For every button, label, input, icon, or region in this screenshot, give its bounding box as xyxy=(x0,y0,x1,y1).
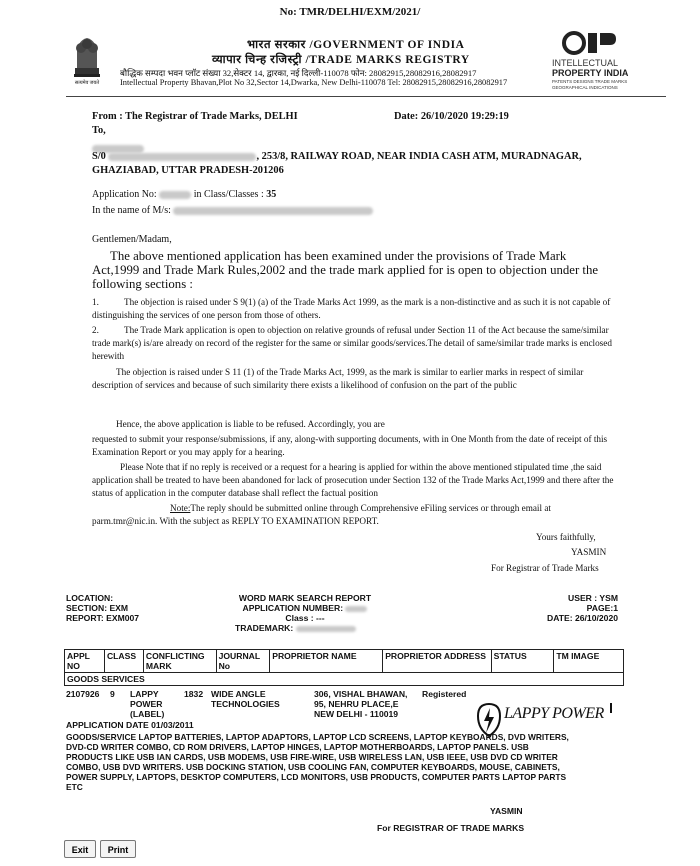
application-line xyxy=(92,189,276,200)
trademark-line xyxy=(225,623,385,633)
reference-number: No: TMR/DELHI/EXM/2021/ xyxy=(279,6,421,18)
address-text-1: , 253/8, RAILWAY ROAD, NEAR INDIA CASH ATM, MURADNAGAR, xyxy=(256,151,582,162)
row-class: 9 xyxy=(110,689,115,699)
address-line-1 xyxy=(92,150,612,164)
objection-3: The objection is raised under S 11 (1) of the Trade Marks Act, 1999, as the mark is similar to earlier marks in respect of similar description of services and because of such similarity there exists a likelihood of confusion on the part of the public xyxy=(92,367,584,390)
redacted-guardian xyxy=(108,153,256,161)
tm-image-text: LAPPY POWER xyxy=(504,705,604,722)
emblem-caption: सत्यमेव जयते xyxy=(74,81,100,86)
applicant-line xyxy=(92,205,373,216)
addr-line-3: NEW DELHI - 110019 xyxy=(314,709,399,719)
redacted-report-app-no xyxy=(345,606,367,612)
col-proprietor-name: PROPRIETOR NAME xyxy=(270,650,383,673)
report-signatory-title: For REGISTRAR OF TRADE MARKS xyxy=(377,823,525,833)
logo-line-4: GEOGRAPHICAL INDICATIONS xyxy=(552,85,618,90)
redacted-trademark xyxy=(296,626,356,632)
goods-services-text: GOODS/SERVICE LAPTOP BATTERIES, LAPTOP ADAPTORS, LAPTOP LCD SCREENS, LAPTOP KEYBOARDS, DVD WRITERS, DVD-CD WRITER COMBO, CD ROM DRIVERS, LAPTOP HINGES, LAPTOP MOTHERBOARDS, LAPTOP PANELS. USB PRODUCTS LIKE USB IAN CARDS, USB MODEMS, USB FIRE-WIRE, USB WIRELESS LAN, USB IEEE, USB DVD CD WRITER COMBO, USB DVD WRITERS. USB DOCKING STATION, USB COOLING FAN, COMPUTER KEYBOARDS, MOUSE, CABINETS, POWER SUPPLY, LAPTOPS, DESKTOP COMPUTERS, LCD MONITORS, USB PRODUCTS, COMPUTER PARTS LAPTOP PARTS ETC xyxy=(66,732,569,792)
so-prefix: S/0 xyxy=(92,151,106,162)
row-status: Registered xyxy=(422,689,467,699)
row-proprietor-name xyxy=(211,689,280,709)
email-note xyxy=(92,502,616,528)
request-paragraph: requested to submit your response/submissions, if any, along-with supporting documents, with in One Month from the date of receipt of this Examination Report or you may apply for a hearing. xyxy=(92,434,608,457)
header-divider xyxy=(66,96,666,97)
goods-services-header: GOODS SERVICES xyxy=(65,673,624,686)
report-id: REPORT: EXM007 xyxy=(66,613,140,623)
report-signatory: YASMIN xyxy=(490,806,523,816)
col-tm-image: TM IMAGE xyxy=(554,650,624,673)
class-label: in Class/Classes : xyxy=(193,189,264,200)
ip-india-logo xyxy=(552,30,660,92)
location-label: LOCATION: xyxy=(66,593,114,603)
mark-line-2: POWER xyxy=(130,699,163,709)
logo-line-1: INTELLECTUAL xyxy=(552,58,619,68)
row-journal: 1832 xyxy=(184,689,204,699)
note-label: Note: xyxy=(170,503,191,513)
trademark-label: TRADEMARK: xyxy=(235,623,294,633)
report-meta-right xyxy=(456,593,618,623)
page-label: PAGE:1 xyxy=(586,603,618,613)
class-value: 35 xyxy=(266,189,277,200)
application-date: APPLICATION DATE 01/03/2011 xyxy=(66,720,194,730)
col-journal: JOURNAL No xyxy=(216,650,270,673)
objection-2: The Trade Mark application is open to objection on relative grounds of refusal under Section 11 of the Act because the same/similar trade mark(s) is/are already on record of the register for the same or similar goods/services.The detail of same/similar trade marks is enclosed herewith xyxy=(92,325,612,361)
col-proprietor-address: PROPRIETOR ADDRESS xyxy=(383,650,491,673)
hindi-address: बौद्धिक सम्पदा भवन प्लॉट संख्या 32,सेक्टर 14, द्वारका, नई दिल्ली-110078 फोन: 28082915,28082916,28082917 xyxy=(120,68,477,78)
app-number-line xyxy=(225,603,385,613)
user-label: USER : YSM xyxy=(568,593,618,603)
row-proprietor-address xyxy=(314,689,407,719)
logo-line-3: PATENTS DESIGNS TRADE MARKS xyxy=(552,79,628,84)
mark-line-3: (LABEL) xyxy=(130,709,165,719)
registry-title: व्यापार चिन्ह रजिस्ट्री /TRADE MARKS REGISTRY xyxy=(212,54,470,66)
prop-name-line-2: TECHNOLOGIES xyxy=(211,699,280,709)
results-table-header xyxy=(64,649,624,686)
govt-title: भारत सरकार /GOVERNMENT OF INDIA xyxy=(247,39,465,51)
objection-1: The objection is raised under S 9(1) (a) of the Trade Marks Act 1999, as the mark is a non-distinctive and as such it is not capable of distinguishing the services of one person from those of others. xyxy=(92,297,611,320)
report-date: DATE: 26/10/2020 xyxy=(546,613,618,623)
table-header-row xyxy=(65,650,624,673)
letter-date: Date: 26/10/2020 19:29:19 xyxy=(394,111,509,122)
address-line-2: GHAZIABAD, UTTAR PRADESH-201206 xyxy=(92,165,284,176)
section-label: SECTION: EXM xyxy=(66,603,129,613)
to-label: To, xyxy=(92,125,106,136)
redacted-applicant xyxy=(173,207,373,215)
report-meta-left xyxy=(66,593,139,623)
objection-2-number: 2. xyxy=(92,325,99,335)
prop-name-line-1: WIDE ANGLE xyxy=(211,689,266,699)
row-appl-no: 2107926 xyxy=(66,689,100,699)
report-meta-center xyxy=(225,593,385,633)
email-note-text: The reply should be submitted online through Comprehensive eFiling services or through email at parm.tmr@nic.in. With the subject as REPLY TO EXAMINATION REPORT. xyxy=(92,503,551,526)
goods-services-row xyxy=(65,673,624,686)
row-conflicting-mark xyxy=(130,689,164,719)
class-line: Class : --- xyxy=(285,613,325,623)
col-class: CLASS xyxy=(104,650,143,673)
col-appl-no: APPL NO xyxy=(65,650,105,673)
signatory-name: YASMIN xyxy=(571,547,607,557)
note-paragraph: Please Note that if no reply is received or a request for a hearing is applied for within the above mentioned stipulated time ,the said application shall be treated to have been abandoned for lack of prosecution under Section 132 of the Trade Marks Act,1999 and there after the status of application in the computer database shall reflect the factual position xyxy=(92,462,614,498)
logo-line-2: PROPERTY INDIA xyxy=(552,68,629,78)
hence-line: Hence, the above application is liable to be refused. Accordingly, you are xyxy=(116,419,385,429)
redacted-app-no xyxy=(159,191,191,199)
mark-line-1: LAPPY xyxy=(130,689,159,699)
application-label: Application No: xyxy=(92,189,157,200)
signatory-title: For Registrar of Trade Marks xyxy=(491,563,599,573)
addr-line-2: 95, NEHRU PLACE,E xyxy=(314,699,399,709)
exit-button[interactable]: Exit xyxy=(64,840,96,858)
report-title: WORD MARK SEARCH REPORT xyxy=(238,593,372,603)
col-conflicting-mark: CONFLICTING MARK xyxy=(143,650,216,673)
intro-paragraph: The above mentioned application has been examined under the provisions of Trade Mark Act,1999 and Trade Mark Rules,2002 and the trade mark applied for is open to objection under the following sections : xyxy=(92,249,599,291)
tm-image-mark xyxy=(610,703,612,713)
print-button[interactable]: Print xyxy=(100,840,136,858)
english-address: Intellectual Property Bhavan,Plot No 32,Sector 14,Dwarka, New Delhi-110078 Tel: 28082915,28082916,28082917 xyxy=(120,78,508,87)
applicant-label: In the name of M/s: xyxy=(92,205,171,216)
national-emblem-icon xyxy=(66,28,108,90)
col-status: STATUS xyxy=(491,650,554,673)
yours-faithfully: Yours faithfully, xyxy=(536,532,596,542)
app-number-label: APPLICATION NUMBER: xyxy=(242,603,344,613)
from-line: From : The Registrar of Trade Marks, DELHI xyxy=(92,111,298,122)
objection-1-number: 1. xyxy=(92,297,99,307)
addr-line-1: 306, VISHAL BHAWAN, xyxy=(314,689,408,699)
salutation: Gentlemen/Madam, xyxy=(92,234,172,245)
